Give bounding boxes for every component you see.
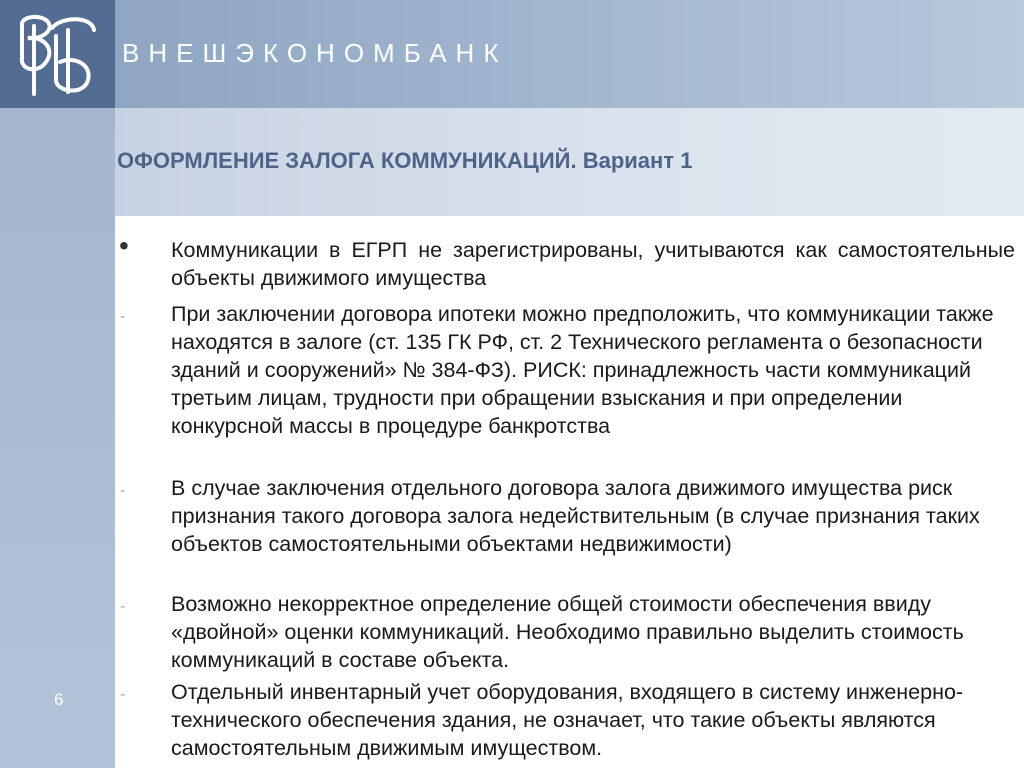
bullet-dash: - <box>120 482 126 499</box>
brand-name: ВНЕШЭКОНОМБАНК <box>122 38 508 68</box>
list-item: Возможно некорректное определение общей стоимости обеспечения ввиду «двойной» оценки коммуникаций. Необходимо правильно выделить стоимость коммуникаций в составе объекта. <box>171 592 964 672</box>
bullet-dash: - <box>120 308 126 325</box>
list-item: В случае заключения отдельного договора залога движимого имущества риск признания такого договора залога недействительным (в случае признания таких объектов самостоятельными объектами недвижимости) <box>171 476 980 556</box>
slide-title: ОФОРМЛЕНИЕ ЗАЛОГА КОММУНИКАЦИЙ. Вариант 1 <box>117 148 693 173</box>
left-sidebar-band <box>0 108 115 768</box>
list-item: Коммуникации в ЕГРП не зарегистрированы, учитываются как самостоятельные объекты движимого имущества <box>171 238 1015 290</box>
slide-content <box>115 220 1024 768</box>
logo-box <box>0 0 115 108</box>
page-number: 6 <box>54 690 64 709</box>
bullet-dot: • <box>119 230 129 261</box>
vbrf-monogram-logo-icon <box>8 6 104 102</box>
list-item: Отдельный инвентарный учет оборудования, входящего в систему инженерно-технического обеспечения здания, не означает, что такие объекты являются самостоятельным движимым имуществом. <box>171 680 964 760</box>
bullet-dash: - <box>120 598 126 615</box>
list-item: При заключении договора ипотеки можно предположить, что коммуникации также находятся в залоге (ст. 135 ГК РФ, ст. 2 Технического регламента о безопасности зданий и сооружений» № 384-ФЗ). РИСК: принадлежность части коммуникаций третьим лицам, трудности при обращении взыскания и при определении конкурсной массы в процедуре банкротства <box>171 302 994 438</box>
bullet-dash: - <box>120 686 126 703</box>
